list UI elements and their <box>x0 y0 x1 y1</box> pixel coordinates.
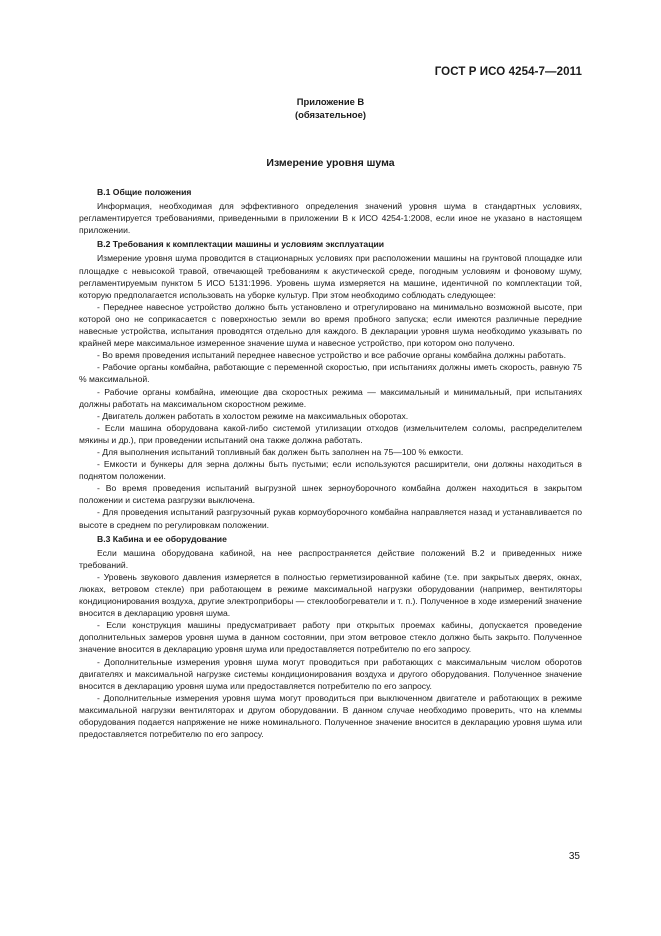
page-number: 35 <box>568 851 580 862</box>
document-body <box>79 186 582 740</box>
list-item: - Если конструкция машины предусматривает работу при открытых проемах кабины, допускается проведение дополнительных замеров уровня шума в данном состоянии, при этом ветровое стекло должно быть закрыто. Полученное значение вносится в декларацию уровня шума или предоставляется потребителю по его запросу. <box>79 620 582 655</box>
list-item: - Дополнительные измерения уровня шума могут проводиться при работающих с максимальным числом оборотов двигателях и максимальной нагрузке системы кондиционирования воздуха и другого оборудования. Полученное значение вносится в декларацию уровня шума или предоставляется потребителю по его запросу. <box>79 656 582 691</box>
section-heading: В.3 Кабина и ее оборудование <box>97 533 227 544</box>
section-heading: В.2 Требования к комплектации машины и условиям эксплуатации <box>97 239 385 250</box>
paragraph: Если машина оборудована кабиной, на нее распространяется действие положений В.2 и приведенных ниже требований. <box>79 547 582 570</box>
list-item: - Рабочие органы комбайна, работающие с переменной скоростью, при испытаниях должны иметь скорость, равную 75 % максимальной. <box>79 362 582 385</box>
annex-title <box>0 95 661 121</box>
list-item: - Для проведения испытаний разгрузочный рукав кормоуборочного комбайна направляется назад и устанавливается по высоте в среднем по регулировкам положении. <box>79 507 582 530</box>
list-item: - Дополнительные измерения уровня шума могут проводиться при выключенном двигателе и работающих в режиме максимальной нагрузки вентиляторах и другом оборудовании. В данном случае необходимо проверить, что на клеммы оборудования подается напряжение не ниже номинального. Полученное значение вносится в декларацию уровня шума или предоставляется потребителю по его запросу. <box>79 692 582 740</box>
page-title: Измерение уровня шума <box>266 157 395 169</box>
list-item: - Рабочие органы комбайна, имеющие два скоростных режима — максимальный и минимальный, при испытаниях должны работать на максимальном скоростном режиме. <box>79 386 582 409</box>
list-item: - Уровень звукового давления измеряется в полностью герметизированной кабине (т.е. при закрытых дверях, окнах, люках, ветровом стекле) при работающем в режиме максимальной нагрузки оборудовании (например, вентиляторы кондиционирования воздуха, другие электроприборы — стеклообогреватели и т. п.). Полученное в ходе измерений значение вносится в декларацию уровня шума. <box>79 571 582 619</box>
list-item: - Переднее навесное устройство должно быть установлено и отрегулировано на минимально возможной высоте, при которой оно не соприкасается с поверхностью земли во время пробного запуска; если имеются различные передние навесные устройства, испытания проводятся отдельно для каждого. В декларации уровня шума необходимо указывать по крайней мере максимальное измеренное значение шума и навесное устройство, при котором оно получено. <box>79 301 582 349</box>
paragraph: Информация, необходимая для эффективного определения значений уровня шума в стандартных условиях, регламентируется требованиями, приведенными в приложении В к ИСО 4254-1:2008, если иное не указано в настоящем приложении. <box>79 201 582 236</box>
annex-label: Приложение В <box>296 96 365 107</box>
list-item: - Двигатель должен работать в холостом режиме на максимальных оборотах. <box>97 410 409 421</box>
list-item: - Во время проведения испытаний выгрузной шнек зерноуборочного комбайна должен находиться в закрытом положении и система разгрузки выключена. <box>79 483 582 506</box>
list-item: - Для выполнения испытаний топливный бак должен быть заполнен на 75—100 % емкости. <box>97 446 464 457</box>
annex-status: (обязательное) <box>295 109 366 120</box>
standard-code-header: ГОСТ Р ИСО 4254-7—2011 <box>434 66 582 78</box>
paragraph: Измерение уровня шума проводится в стационарных условиях при расположении машины на грунтовой площадке или площадке с невысокой травой, отвечающей требованиям к акустической среде, погодным условиям и фоновому шуму, регламентируемым пунктом 5 ИСО 5131:1996. Уровень шума измеряется на машине, идентичной по комплектации той, которую предполагается использовать на уборке культур. При этом необходимо соблюдать следующее: <box>79 253 582 300</box>
list-item: - Емкости и бункеры для зерна должны быть пустыми; если используются расширители, они должны находиться в поднятом положении. <box>79 459 582 482</box>
section-heading: В.1 Общие положения <box>97 187 192 197</box>
list-item: - Во время проведения испытаний переднее навесное устройство и все рабочие органы комбайна должны работать. <box>97 350 566 361</box>
list-item: - Если машина оборудована какой-либо системой утилизации отходов (измельчителем соломы, распределителем мякины и др.), при проведении испытаний она также должна работать. <box>79 422 582 445</box>
